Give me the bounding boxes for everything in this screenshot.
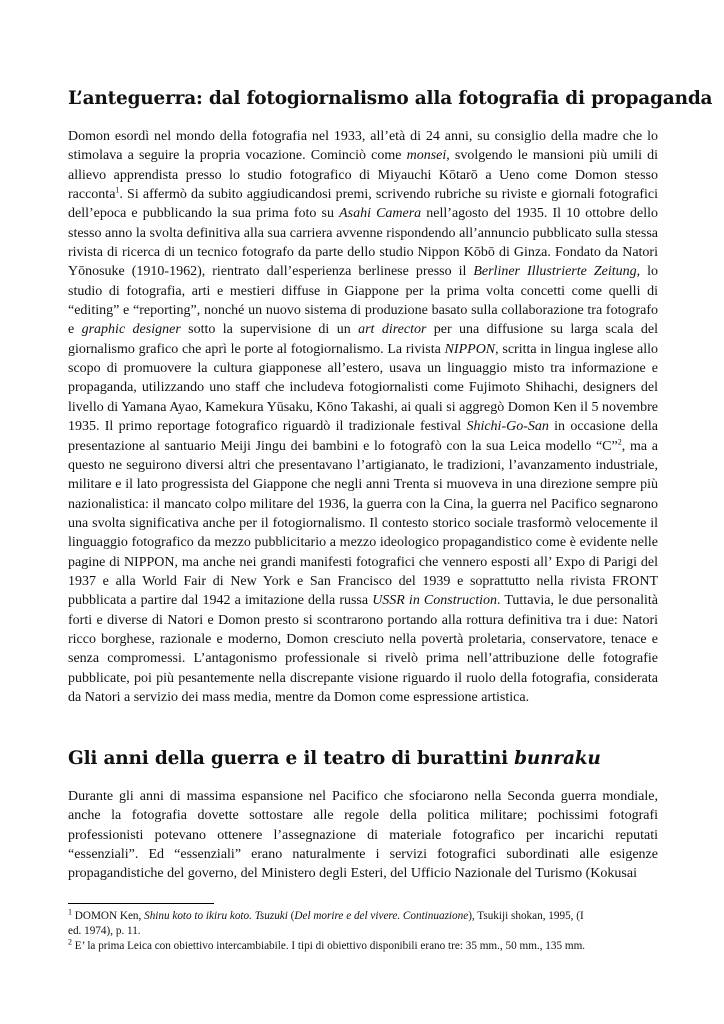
footnote-text: ed. 1974), p. 11.: [68, 925, 141, 937]
footnote-1: [68, 909, 658, 939]
footnote-text: ), Tsukiji shokan, 1995, (I: [468, 910, 584, 922]
italic-term: Berliner Illustrierte Zeitung: [473, 264, 637, 280]
text-run: Domon esordì nel mondo della fotografia nel 1933, all’età di 24 anni, su consiglio della madre che lo stimolava a seguire la propria vocazione. Cominciò come: [68, 129, 658, 164]
text-run: , ma a questo ne seguirono diversi altri che presentavano l’artigianato, le tradizioni, l’avanzamento industriale, militare e il lato progressista del Giappone che negli anni Trenta si muoveva in una direzione sempre più nazionalistica: il mancato colpo militare del 1936, la guerra con la Cina, la guerra nel Pacifico segnarono una svolta significativa anche per il fotogiornalismo. Il contesto storico sociale trasformò velocemente il linguaggio fotografico da mezzo pubblicitario a mezzo ideologico propagandistico come è evidente nelle pagine di NIPPON, ma anche nei grandi manifesti fotografici che vennero esposti all’ Expo di Parigi del 1937 e alla World Fair di New York e San Francisco del 1939 e soprattutto nella rivista FRONT pubblicata a partire dal 1942 a imitazione della russa: [68, 438, 658, 609]
text-run: in occasione della presentazione al santuario Meiji Jingu dei bambini e lo fotografò con la sua Leica modello “C”: [68, 419, 658, 454]
footnote-2: [68, 939, 658, 954]
footnote-ref-2[interactable]: 2: [617, 436, 622, 446]
footnote-separator: [68, 903, 214, 904]
section-heading-anteguerra: L’anteguerra: dal fotogiornalismo alla fotografia di propaganda: [68, 88, 713, 109]
italic-term: Shichi-Go-San: [466, 419, 549, 435]
heading-italic-term: bunraku: [514, 748, 601, 769]
body-paragraph-guerra: Durante gli anni di massima espansione nel Pacifico che sfociarono nella Seconda guerra mondiale, anche la fotografia dovette sottostare alle regole della politica militare; pochissimi fotografi professionisti potevano ottenere l’assegnazione di materiale fotografico per incarichi reputati “essenziali”. Ed “essenziali” erano naturalmente i servizi fotografici subordinati alle esigenze propagandistiche del governo, del Ministero degli Esteri, del Ufficio Nazionale del Turismo (Kokusai: [68, 789, 658, 882]
italic-term: art director: [358, 322, 427, 338]
footnote-text: E’ la prima Leica con obiettivo intercambiabile. I tipi di obiettivo disponibili erano tre: 35 mm., 50 mm., 135 mm.: [72, 940, 586, 952]
text-run: per una diffusione su larga scala del giornalismo grafico che aprì le porte al fotogiornalismo. La rivista: [68, 322, 658, 357]
footnote-text: (: [287, 910, 295, 922]
text-run: . Tuttavia, le due personalità forti e diverse di Natori e Domon presto si scontrarono portando alla rottura definitiva tra i due: Natori ricco borghese, razionale e moderno, Domon cresciuto nella povertà proletaria, conservatore, tenace e senza compromessi. L’antagonismo professionale si rivelò prima nell’attribuzione delle fotografie pubblicate, poi più pesantemente nella discrepante visione riguardo il ruolo della fotografia, considerata da Natori a servizio dei mass media, mentre da Domon come espressione artistica.: [68, 593, 658, 705]
italic-term: monsei: [406, 148, 447, 164]
text-run: , lo studio di fotografia, arti e mestieri diffuse in Giappone per la prima volta concetti come quelli di “editing” e “reporting”, nonché un nuovo sistema di produzione basato sulla collaborazione tra fotografo e: [68, 264, 658, 338]
text-run: , svolgendo le mansioni più umili di allievo apprendista presso lo studio fotografico di Miyauchi Kōtarō a Ueno come Domon stesso racconta: [68, 148, 659, 203]
footnote-ref-1[interactable]: 1: [115, 185, 120, 195]
footnote-title-translation: Del morire e del vivere. Continuazione: [294, 910, 469, 922]
footnote-text: DOMON Ken,: [72, 910, 145, 922]
text-run: , scritta in lingua inglese allo scopo di promuovere la cultura giapponese all’estero, usava un linguaggio misto tra informazione e propaganda, utilizzando uno staff che includeva fotogiornalisti come Fujimoto Shihachi, designers del livello di Yamana Ayao, Kamekura Yūsaku, Kōno Takashi, ai quali si aggregò Domon Ken il 5 novembre 1935. Il primo reportage fotografico riguardò il tradizionale festival: [68, 341, 658, 435]
footnote-mark: 1: [68, 907, 72, 917]
italic-term: Asahi Camera: [339, 206, 422, 222]
footnote-title: Shinu koto to ikiru koto. Tsuzuki: [144, 910, 288, 922]
italic-term: graphic designer: [81, 322, 181, 338]
heading-text: Gli anni della guerra e il teatro di burattini: [68, 748, 515, 769]
text-run: . Si affermò da subito aggiudicandosi premi, scrivendo rubriche su riviste e giornali fotografici dell’epoca e pubblicando la sua prima foto su: [68, 187, 658, 222]
body-paragraph-anteguerra: [68, 127, 658, 707]
section-heading-guerra: [68, 748, 658, 770]
footnote-mark: 2: [68, 937, 72, 947]
italic-term: NIPPON: [444, 341, 496, 357]
text-run: nell’agosto del 1935. Il 10 ottobre dello stesso anno la svolta definitiva alla sua carriera avvenne rispondendo all’annuncio pubblicato sulla stessa rivista di ricerca di un tecnico fotografo da parte dello studio Nippon Kōbō di Ginza. Fondato da Natori Yōnosuke (1910-1962), rientrato dall’esperienza berlinese presso il: [68, 206, 659, 280]
italic-term: USSR in Construction: [372, 593, 498, 609]
text-run: sotto la supervisione di un: [180, 322, 359, 338]
